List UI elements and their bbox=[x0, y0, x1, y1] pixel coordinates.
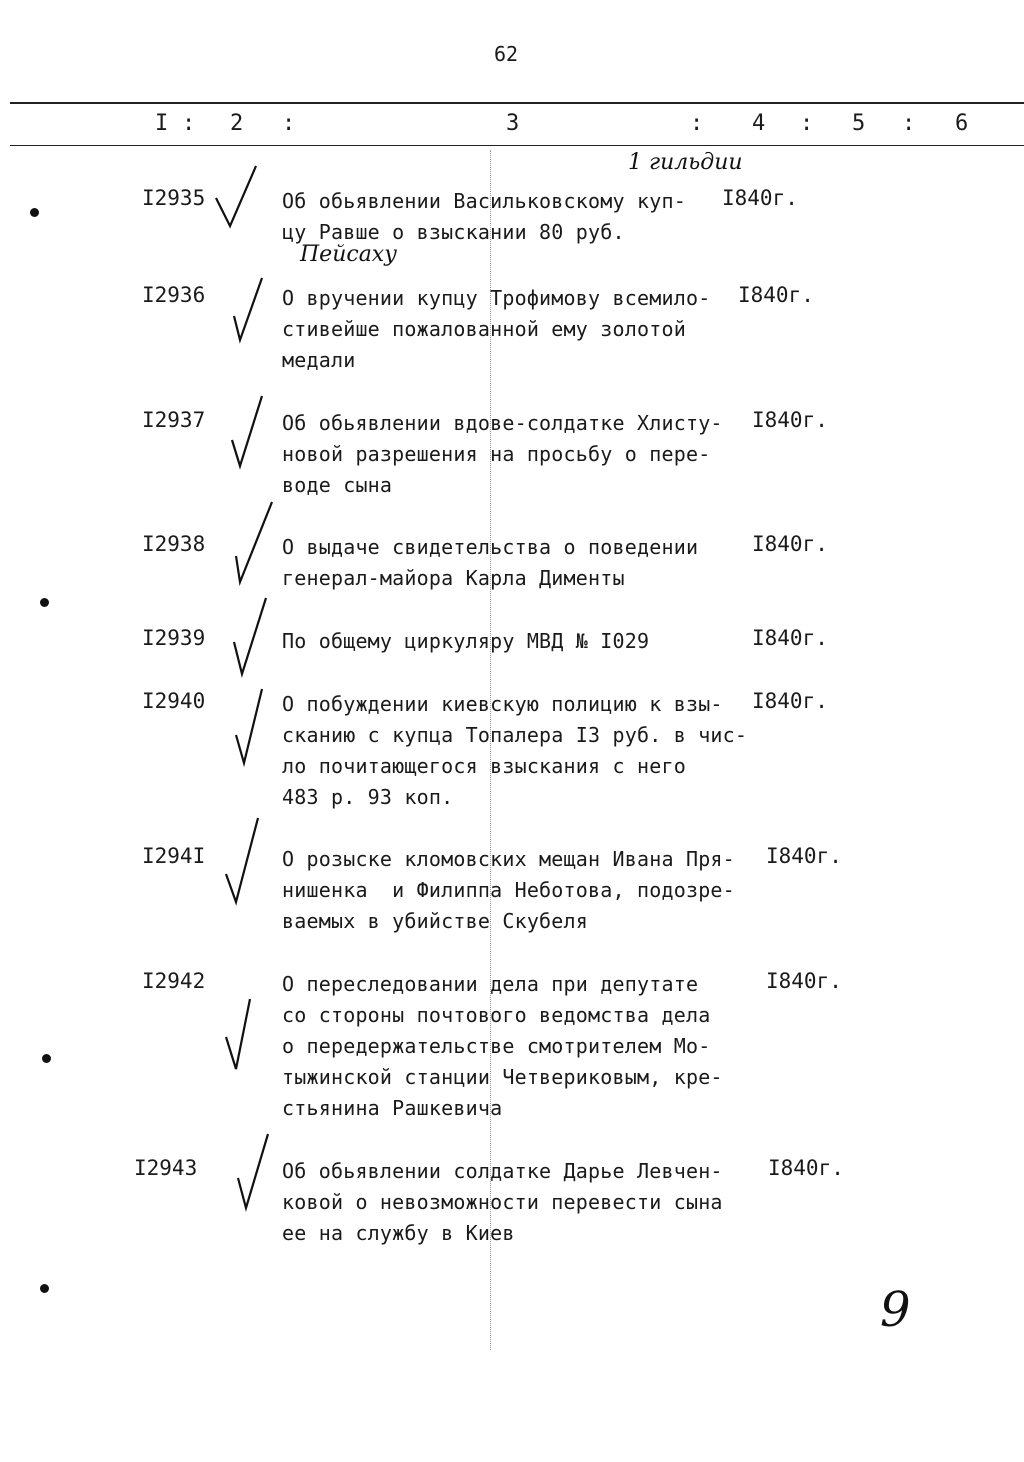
entry-line: стьянина Рашкевича bbox=[282, 1096, 503, 1120]
column-header: 3 bbox=[506, 111, 520, 136]
entry-number: I2936 bbox=[142, 283, 206, 307]
header-rule-top bbox=[10, 102, 1024, 104]
entry-line: Об обьявлении солдатке Дарье Левчен- bbox=[282, 1159, 723, 1183]
entry-number: I2937 bbox=[142, 408, 206, 432]
entry-year: I840г. bbox=[752, 408, 828, 432]
entry-year: I840г. bbox=[722, 186, 798, 210]
check-mark-icon bbox=[232, 502, 278, 572]
entry-line: Об обьявлении вдове-солдатке Хлисту- bbox=[282, 411, 723, 435]
entry-year: I840г. bbox=[766, 969, 842, 993]
column-separator: : bbox=[182, 111, 196, 136]
entry-line: воде сына bbox=[282, 473, 393, 497]
punch-hole-dot bbox=[40, 1284, 49, 1293]
entry-line: ваемых в убийстве Скубеля bbox=[282, 909, 589, 933]
entry-line: цу Равше о взыскании 80 руб. bbox=[282, 220, 625, 244]
entry-line: О вручении купцу Трофимову всемило- bbox=[282, 286, 711, 310]
entry-line: О побуждении киевскую полицию к взы- bbox=[282, 692, 723, 716]
entry-line: О выдаче свидетельства о поведении bbox=[282, 535, 699, 559]
entry-line: О розыске кломовских мещан Ивана Пря- bbox=[282, 847, 735, 871]
entry-number: I2939 bbox=[142, 626, 206, 650]
entry-number: I2942 bbox=[142, 969, 206, 993]
entry-line: По общему циркуляру МВД № I029 bbox=[282, 629, 650, 653]
column-header: 2 bbox=[230, 111, 244, 136]
check-mark-icon bbox=[230, 278, 276, 348]
entry-line: генерал-майора Карла Дименты bbox=[282, 566, 625, 590]
entry-line: о передержательстве смотрителем Мо- bbox=[282, 1034, 711, 1058]
entry-description bbox=[282, 1156, 723, 1249]
check-mark-icon bbox=[228, 396, 274, 466]
entry-description bbox=[282, 689, 747, 813]
entry-description bbox=[282, 626, 649, 657]
punch-hole-dot bbox=[40, 598, 49, 607]
entry-line: ло почитающегося взыскания с него bbox=[282, 754, 686, 778]
column-header: 5 bbox=[852, 111, 866, 136]
check-mark-icon bbox=[222, 999, 268, 1069]
entry-number: I294I bbox=[142, 844, 206, 868]
entry-line: стивейше пожалованной ему золотой bbox=[282, 317, 686, 341]
check-mark-icon bbox=[212, 164, 258, 234]
entry-year: I840г. bbox=[766, 844, 842, 868]
entry-line: ее на службу в Киев bbox=[282, 1221, 515, 1245]
entry-line: О переследовании дела при депутате bbox=[282, 972, 699, 996]
column-separator: : bbox=[800, 111, 814, 136]
page-number: 62 bbox=[494, 42, 519, 66]
entry-number: I2940 bbox=[142, 689, 206, 713]
check-mark-icon bbox=[222, 818, 268, 888]
column-header: I bbox=[155, 111, 169, 136]
entry-line: тыжинской станции Четвериковым, кре- bbox=[282, 1065, 723, 1089]
punch-hole-dot bbox=[30, 208, 39, 217]
entry-line: Об обьявлении Васильковскому куп- bbox=[282, 189, 686, 213]
entry-line: 483 р. 93 коп. bbox=[282, 785, 454, 809]
entry-description bbox=[282, 532, 698, 594]
entry-year: I840г. bbox=[738, 283, 814, 307]
entry-line: медали bbox=[282, 348, 356, 372]
check-mark-icon bbox=[232, 689, 278, 759]
entry-number: I2935 bbox=[142, 186, 206, 210]
entry-number: I2938 bbox=[142, 532, 206, 556]
entry-description bbox=[282, 844, 735, 937]
column-header: 4 bbox=[752, 111, 766, 136]
check-mark-icon bbox=[230, 598, 276, 668]
entry-line: со стороны почтового ведомства дела bbox=[282, 1003, 711, 1027]
entry-description bbox=[282, 283, 710, 376]
entry-line: ковой о невозможности перевести сына bbox=[282, 1190, 723, 1214]
column-separator: : bbox=[282, 111, 296, 136]
column-separator: : bbox=[902, 111, 916, 136]
entry-description bbox=[282, 186, 686, 248]
column-separator: : bbox=[690, 111, 704, 136]
entry-description bbox=[282, 408, 723, 501]
entry-year: I840г. bbox=[768, 1156, 844, 1180]
column-headers bbox=[0, 111, 1024, 139]
check-mark-icon bbox=[234, 1134, 280, 1204]
handwritten-guild-note: 1 гильдии bbox=[628, 150, 743, 175]
column-header: 6 bbox=[955, 111, 969, 136]
entry-year: I840г. bbox=[752, 532, 828, 556]
handwritten-name-note: Пейсаху bbox=[300, 242, 397, 267]
entry-description bbox=[282, 969, 723, 1124]
header-rule-bottom bbox=[10, 145, 1024, 146]
entry-number: I2943 bbox=[134, 1156, 198, 1180]
entry-line: новой разрешения на просьбу о пере- bbox=[282, 442, 711, 466]
entry-line: сканию с купца Топалера I3 руб. в чис- bbox=[282, 723, 748, 747]
entry-line: нишенка и Филиппа Неботова, подозре- bbox=[282, 878, 735, 902]
entry-year: I840г. bbox=[752, 689, 828, 713]
handwritten-corner-mark: 9 bbox=[880, 1282, 911, 1338]
punch-hole-dot bbox=[42, 1054, 51, 1063]
entry-year: I840г. bbox=[752, 626, 828, 650]
